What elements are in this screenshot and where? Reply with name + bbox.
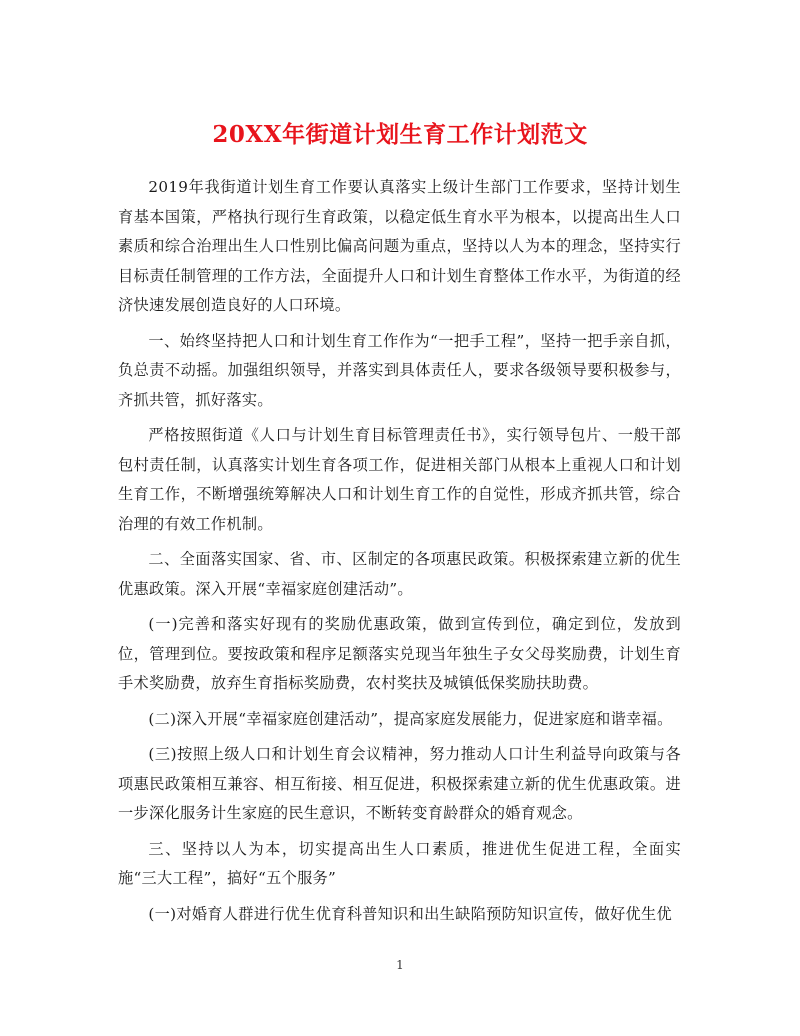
- document-body: [118, 173, 681, 935]
- paragraph-item-2-3: (三)按照上级人口和计划生育会议精神，努力推动人口计生利益导向政策与各项惠民政策相互兼容、相互衔接、相互促进，积极探索建立新的优生优惠政策。进一步深化服务计生家庭的民生意识，不断转变育龄群众的婚育观念。: [118, 745, 681, 822]
- paragraph-intro: 2019年我街道计划生育工作要认真落实上级计生部门工作要求，坚持计划生育基本国策，严格执行现行生育政策，以稳定低生育水平为根本，以提高出生人口素质和综合治理出生人口性别比偏高问题为重点，坚持以人为本的理念，坚持实行目标责任制管理的工作方法，全面提升人口和计划生育整体工作水平，为街道的经济快速发展创造良好的人口环境。: [118, 178, 681, 314]
- paragraph-responsibility: 严格按照街道《人口与计划生育目标管理责任书》，实行领导包片、一般干部包村责任制，认真落实计划生育各项工作，促进相关部门从根本上重视人口和计划生育工作，不断增强统筹解决人口和计划生育工作的自觉性，形成齐抓共管，综合治理的有效工作机制。: [118, 426, 681, 533]
- paragraph-item-2-1: (一)完善和落实好现有的奖励优惠政策，做到宣传到位，确定到位，发放到位，管理到位。要按政策和程序足额落实兑现当年独生子女父母奖励费，计划生育手术奖励费，放弃生育指标奖励费，农村奖扶及城镇低保奖励扶助费。: [118, 615, 681, 692]
- page-number: 1: [396, 958, 404, 972]
- paragraph-section-2: 二、全面落实国家、省、市、区制定的各项惠民政策。积极探索建立新的优生优惠政策。深入开展“幸福家庭创建活动”。: [118, 550, 681, 598]
- paragraph-item-3-1: (一)对婚育人群进行优生优育科普知识和出生缺陷预防知识宣传，做好优生优: [148, 904, 672, 923]
- paragraph-section-3: 三、坚持以人为本，切实提高出生人口素质，推进优生促进工程，全面实施“三大工程”，搞好“五个服务”: [118, 839, 681, 887]
- document-title: 20XX年街道计划生育工作计划范文: [212, 121, 588, 149]
- paragraph-item-2-2: (二)深入开展“幸福家庭创建活动”，提高家庭发展能力，促进家庭和谐幸福。: [148, 709, 673, 728]
- paragraph-section-1: 一、始终坚持把人口和计划生育工作作为“一把手工程”，坚持一把手亲自抓，负总责不动摇。加强组织领导，并落实到具体责任人，要求各级领导要积极参与，齐抓共管，抓好落实。: [118, 331, 681, 409]
